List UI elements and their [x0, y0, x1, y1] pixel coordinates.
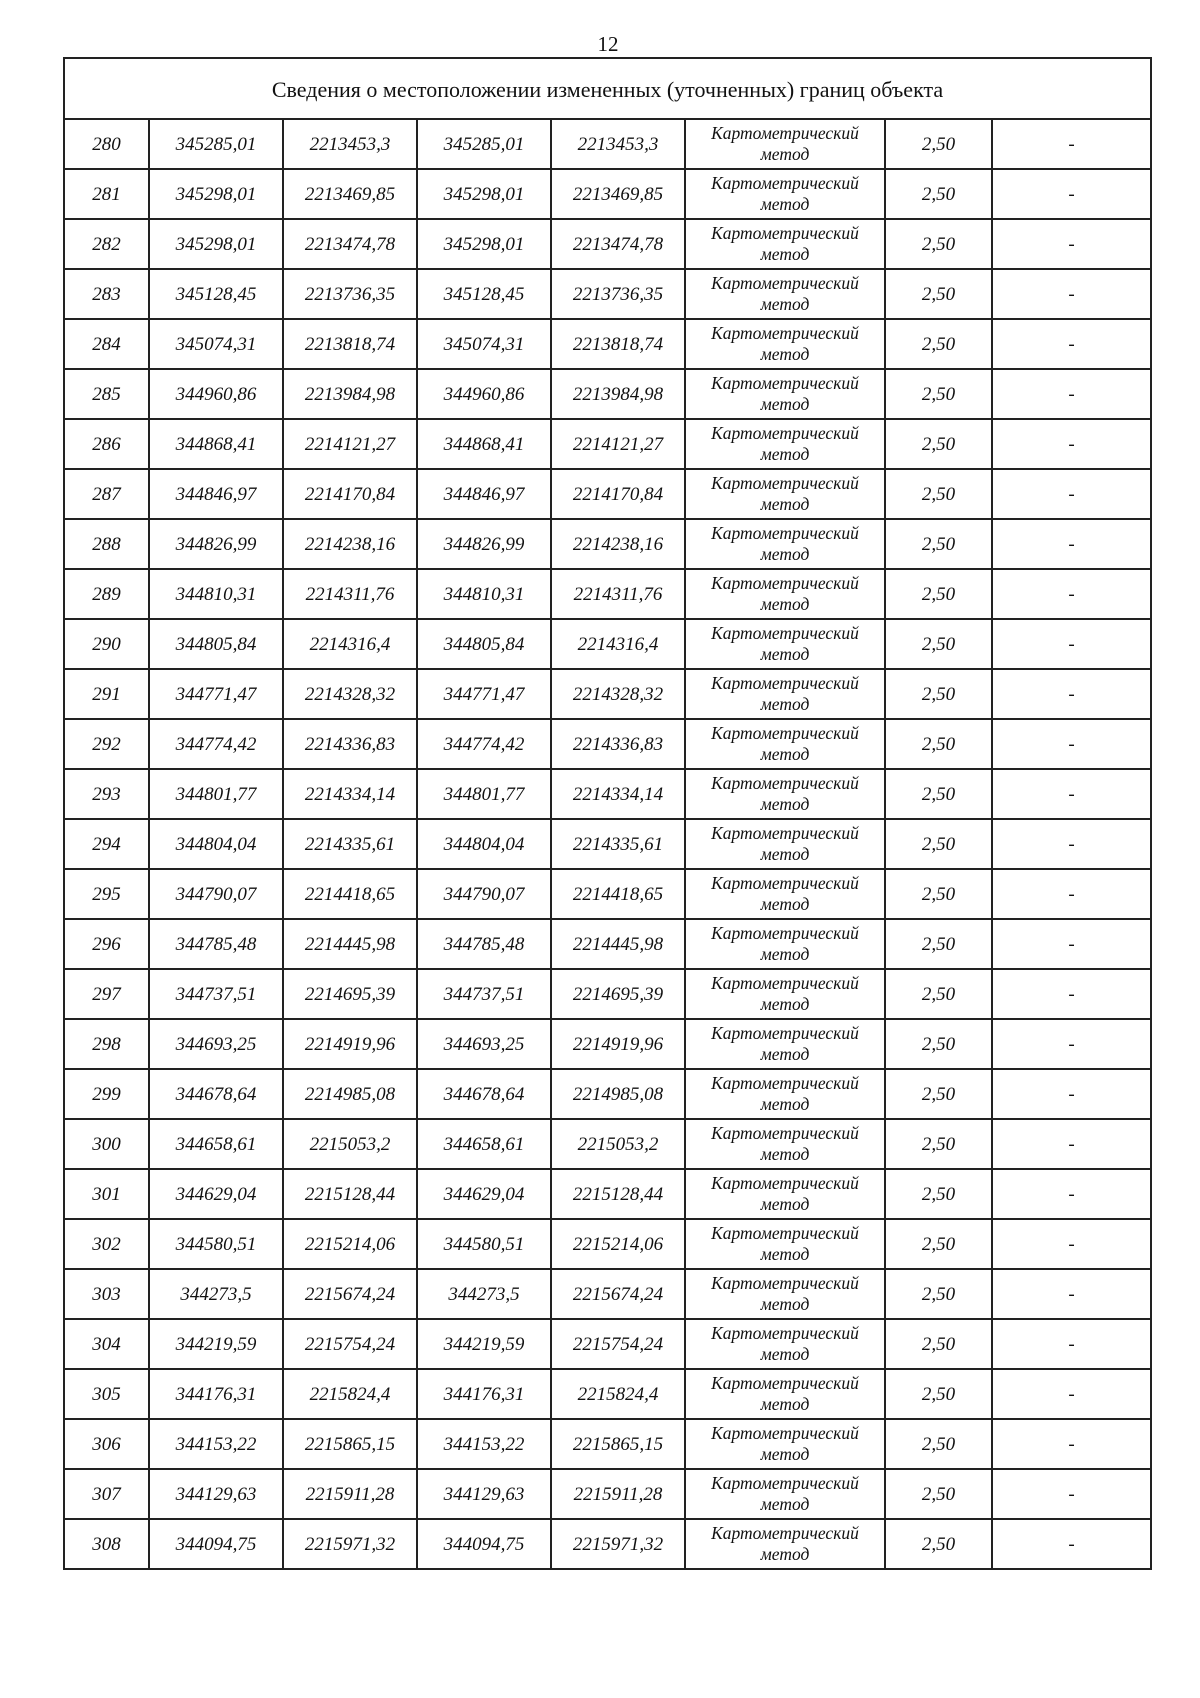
method-cell: Картометрический метод [685, 269, 885, 319]
refined-x-cell: 344960,86 [417, 369, 551, 419]
accuracy-cell: 2,50 [885, 419, 992, 469]
note-cell: - [992, 1019, 1151, 1069]
refined-x-cell: 344790,07 [417, 869, 551, 919]
existing-x-cell: 344129,63 [149, 1469, 283, 1519]
refined-y-cell: 2213984,98 [551, 369, 685, 419]
existing-x-cell: 344658,61 [149, 1119, 283, 1169]
table-row [64, 269, 1151, 319]
point-number-cell: 281 [64, 169, 149, 219]
existing-x-cell: 344176,31 [149, 1369, 283, 1419]
method-cell: Картометрический метод [685, 869, 885, 919]
method-cell: Картометрический метод [685, 969, 885, 1019]
table-row [64, 1319, 1151, 1369]
existing-x-cell: 344693,25 [149, 1019, 283, 1069]
point-number-cell: 284 [64, 319, 149, 369]
method-cell: Картометрический метод [685, 419, 885, 469]
existing-x-cell: 344153,22 [149, 1419, 283, 1469]
table-title: Сведения о местоположении измененных (уточненных) границ объекта [64, 58, 1151, 119]
table-row [64, 469, 1151, 519]
point-number-cell: 296 [64, 919, 149, 969]
refined-x-cell: 344846,97 [417, 469, 551, 519]
accuracy-cell: 2,50 [885, 1469, 992, 1519]
refined-y-cell: 2214121,27 [551, 419, 685, 469]
accuracy-cell: 2,50 [885, 1069, 992, 1119]
method-cell: Картометрический метод [685, 119, 885, 169]
method-cell: Картометрический метод [685, 369, 885, 419]
refined-x-cell: 344826,99 [417, 519, 551, 569]
existing-y-cell: 2214919,96 [283, 1019, 417, 1069]
method-cell: Картометрический метод [685, 919, 885, 969]
existing-y-cell: 2215971,32 [283, 1519, 417, 1569]
refined-x-cell: 344153,22 [417, 1419, 551, 1469]
existing-x-cell: 344219,59 [149, 1319, 283, 1369]
existing-y-cell: 2214695,39 [283, 969, 417, 1019]
method-cell: Картометрический метод [685, 1069, 885, 1119]
refined-y-cell: 2214335,61 [551, 819, 685, 869]
table-row [64, 319, 1151, 369]
table-row [64, 1219, 1151, 1269]
accuracy-cell: 2,50 [885, 869, 992, 919]
point-number-cell: 288 [64, 519, 149, 569]
note-cell: - [992, 1219, 1151, 1269]
note-cell: - [992, 969, 1151, 1019]
refined-x-cell: 344094,75 [417, 1519, 551, 1569]
table-row [64, 1069, 1151, 1119]
note-cell: - [992, 1469, 1151, 1519]
refined-y-cell: 2215824,4 [551, 1369, 685, 1419]
refined-x-cell: 344804,04 [417, 819, 551, 869]
table-row [64, 769, 1151, 819]
refined-y-cell: 2214985,08 [551, 1069, 685, 1119]
point-number-cell: 303 [64, 1269, 149, 1319]
table-row [64, 1419, 1151, 1469]
table-row [64, 969, 1151, 1019]
note-cell: - [992, 1069, 1151, 1119]
existing-x-cell: 344678,64 [149, 1069, 283, 1119]
existing-y-cell: 2214418,65 [283, 869, 417, 919]
method-cell: Картометрический метод [685, 469, 885, 519]
point-number-cell: 298 [64, 1019, 149, 1069]
existing-x-cell: 344771,47 [149, 669, 283, 719]
refined-x-cell: 344176,31 [417, 1369, 551, 1419]
note-cell: - [992, 569, 1151, 619]
note-cell: - [992, 219, 1151, 269]
refined-x-cell: 344129,63 [417, 1469, 551, 1519]
refined-x-cell: 344629,04 [417, 1169, 551, 1219]
existing-y-cell: 2213984,98 [283, 369, 417, 419]
refined-y-cell: 2213453,3 [551, 119, 685, 169]
note-cell: - [992, 719, 1151, 769]
existing-y-cell: 2214170,84 [283, 469, 417, 519]
accuracy-cell: 2,50 [885, 819, 992, 869]
point-number-cell: 280 [64, 119, 149, 169]
accuracy-cell: 2,50 [885, 1219, 992, 1269]
note-cell: - [992, 919, 1151, 969]
table-row [64, 619, 1151, 669]
point-number-cell: 306 [64, 1419, 149, 1469]
refined-y-cell: 2215053,2 [551, 1119, 685, 1169]
refined-y-cell: 2214316,4 [551, 619, 685, 669]
method-cell: Картометрический метод [685, 219, 885, 269]
accuracy-cell: 2,50 [885, 619, 992, 669]
existing-x-cell: 344774,42 [149, 719, 283, 769]
existing-x-cell: 344810,31 [149, 569, 283, 619]
point-number-cell: 308 [64, 1519, 149, 1569]
accuracy-cell: 2,50 [885, 119, 992, 169]
method-cell: Картометрический метод [685, 1019, 885, 1069]
accuracy-cell: 2,50 [885, 1519, 992, 1569]
accuracy-cell: 2,50 [885, 1019, 992, 1069]
refined-y-cell: 2214328,32 [551, 669, 685, 719]
point-number-cell: 297 [64, 969, 149, 1019]
refined-x-cell: 344737,51 [417, 969, 551, 1019]
accuracy-cell: 2,50 [885, 369, 992, 419]
existing-x-cell: 344790,07 [149, 869, 283, 919]
existing-x-cell: 344785,48 [149, 919, 283, 969]
existing-y-cell: 2215674,24 [283, 1269, 417, 1319]
point-number-cell: 289 [64, 569, 149, 619]
refined-x-cell: 345128,45 [417, 269, 551, 319]
refined-y-cell: 2214445,98 [551, 919, 685, 969]
accuracy-cell: 2,50 [885, 1369, 992, 1419]
accuracy-cell: 2,50 [885, 669, 992, 719]
table-row [64, 1519, 1151, 1569]
table-row [64, 1019, 1151, 1069]
refined-y-cell: 2214919,96 [551, 1019, 685, 1069]
refined-y-cell: 2213469,85 [551, 169, 685, 219]
accuracy-cell: 2,50 [885, 319, 992, 369]
table-row [64, 119, 1151, 169]
table-row [64, 819, 1151, 869]
refined-x-cell: 344771,47 [417, 669, 551, 719]
existing-x-cell: 344868,41 [149, 419, 283, 469]
refined-y-cell: 2215128,44 [551, 1169, 685, 1219]
refined-y-cell: 2215214,06 [551, 1219, 685, 1269]
refined-x-cell: 344801,77 [417, 769, 551, 819]
method-cell: Картометрический метод [685, 669, 885, 719]
table-row [64, 919, 1151, 969]
note-cell: - [992, 619, 1151, 669]
existing-y-cell: 2213453,3 [283, 119, 417, 169]
accuracy-cell: 2,50 [885, 969, 992, 1019]
accuracy-cell: 2,50 [885, 919, 992, 969]
refined-y-cell: 2214336,83 [551, 719, 685, 769]
existing-x-cell: 344826,99 [149, 519, 283, 569]
point-number-cell: 295 [64, 869, 149, 919]
note-cell: - [992, 1369, 1151, 1419]
note-cell: - [992, 1169, 1151, 1219]
refined-x-cell: 345285,01 [417, 119, 551, 169]
method-cell: Картометрический метод [685, 169, 885, 219]
existing-x-cell: 345298,01 [149, 169, 283, 219]
accuracy-cell: 2,50 [885, 1419, 992, 1469]
table-row [64, 719, 1151, 769]
note-cell: - [992, 1319, 1151, 1369]
existing-y-cell: 2214985,08 [283, 1069, 417, 1119]
method-cell: Картометрический метод [685, 569, 885, 619]
note-cell: - [992, 469, 1151, 519]
existing-y-cell: 2214328,32 [283, 669, 417, 719]
method-cell: Картометрический метод [685, 519, 885, 569]
refined-x-cell: 344805,84 [417, 619, 551, 669]
refined-y-cell: 2215911,28 [551, 1469, 685, 1519]
refined-x-cell: 345298,01 [417, 169, 551, 219]
refined-x-cell: 344273,5 [417, 1269, 551, 1319]
refined-x-cell: 344678,64 [417, 1069, 551, 1119]
method-cell: Картометрический метод [685, 1319, 885, 1369]
table-row [64, 1269, 1151, 1319]
existing-x-cell: 345074,31 [149, 319, 283, 369]
refined-x-cell: 344693,25 [417, 1019, 551, 1069]
existing-y-cell: 2215053,2 [283, 1119, 417, 1169]
refined-x-cell: 344785,48 [417, 919, 551, 969]
refined-y-cell: 2215971,32 [551, 1519, 685, 1569]
existing-x-cell: 345285,01 [149, 119, 283, 169]
existing-y-cell: 2213818,74 [283, 319, 417, 369]
point-number-cell: 287 [64, 469, 149, 519]
table-row [64, 369, 1151, 419]
point-number-cell: 285 [64, 369, 149, 419]
note-cell: - [992, 369, 1151, 419]
refined-y-cell: 2215674,24 [551, 1269, 685, 1319]
note-cell: - [992, 519, 1151, 569]
point-number-cell: 302 [64, 1219, 149, 1269]
accuracy-cell: 2,50 [885, 519, 992, 569]
accuracy-cell: 2,50 [885, 269, 992, 319]
method-cell: Картометрический метод [685, 1519, 885, 1569]
existing-x-cell: 344846,97 [149, 469, 283, 519]
refined-x-cell: 344219,59 [417, 1319, 551, 1369]
existing-y-cell: 2213469,85 [283, 169, 417, 219]
refined-y-cell: 2214170,84 [551, 469, 685, 519]
method-cell: Картометрический метод [685, 1269, 885, 1319]
note-cell: - [992, 819, 1151, 869]
method-cell: Картометрический метод [685, 719, 885, 769]
existing-x-cell: 344960,86 [149, 369, 283, 419]
existing-y-cell: 2215128,44 [283, 1169, 417, 1219]
note-cell: - [992, 769, 1151, 819]
refined-x-cell: 344868,41 [417, 419, 551, 469]
refined-x-cell: 344658,61 [417, 1119, 551, 1169]
point-number-cell: 293 [64, 769, 149, 819]
accuracy-cell: 2,50 [885, 1319, 992, 1369]
note-cell: - [992, 119, 1151, 169]
existing-y-cell: 2215824,4 [283, 1369, 417, 1419]
point-number-cell: 304 [64, 1319, 149, 1369]
refined-y-cell: 2215865,15 [551, 1419, 685, 1469]
method-cell: Картометрический метод [685, 619, 885, 669]
point-number-cell: 286 [64, 419, 149, 469]
point-number-cell: 299 [64, 1069, 149, 1119]
point-number-cell: 291 [64, 669, 149, 719]
note-cell: - [992, 669, 1151, 719]
existing-x-cell: 344629,04 [149, 1169, 283, 1219]
accuracy-cell: 2,50 [885, 469, 992, 519]
table-row [64, 419, 1151, 469]
table-title-row [64, 58, 1151, 119]
point-number-cell: 301 [64, 1169, 149, 1219]
point-number-cell: 283 [64, 269, 149, 319]
note-cell: - [992, 169, 1151, 219]
table-row [64, 1469, 1151, 1519]
accuracy-cell: 2,50 [885, 569, 992, 619]
table-row [64, 869, 1151, 919]
existing-x-cell: 344737,51 [149, 969, 283, 1019]
existing-y-cell: 2214336,83 [283, 719, 417, 769]
method-cell: Картометрический метод [685, 1169, 885, 1219]
existing-y-cell: 2214445,98 [283, 919, 417, 969]
table-body [64, 58, 1151, 1569]
accuracy-cell: 2,50 [885, 1169, 992, 1219]
existing-x-cell: 345128,45 [149, 269, 283, 319]
note-cell: - [992, 319, 1151, 369]
table-row [64, 1119, 1151, 1169]
method-cell: Картометрический метод [685, 319, 885, 369]
existing-y-cell: 2215865,15 [283, 1419, 417, 1469]
method-cell: Картометрический метод [685, 1219, 885, 1269]
page-number: 12 [597, 32, 619, 56]
refined-x-cell: 344580,51 [417, 1219, 551, 1269]
existing-x-cell: 344805,84 [149, 619, 283, 669]
existing-y-cell: 2214121,27 [283, 419, 417, 469]
method-cell: Картометрический метод [685, 769, 885, 819]
accuracy-cell: 2,50 [885, 219, 992, 269]
note-cell: - [992, 269, 1151, 319]
accuracy-cell: 2,50 [885, 169, 992, 219]
refined-y-cell: 2214418,65 [551, 869, 685, 919]
table-row [64, 519, 1151, 569]
existing-y-cell: 2214334,14 [283, 769, 417, 819]
note-cell: - [992, 1519, 1151, 1569]
existing-x-cell: 345298,01 [149, 219, 283, 269]
refined-x-cell: 344810,31 [417, 569, 551, 619]
accuracy-cell: 2,50 [885, 719, 992, 769]
existing-y-cell: 2214238,16 [283, 519, 417, 569]
refined-y-cell: 2214334,14 [551, 769, 685, 819]
point-number-cell: 300 [64, 1119, 149, 1169]
refined-y-cell: 2215754,24 [551, 1319, 685, 1369]
boundary-coordinates-table [63, 57, 1152, 1570]
refined-y-cell: 2214311,76 [551, 569, 685, 619]
point-number-cell: 305 [64, 1369, 149, 1419]
method-cell: Картометрический метод [685, 1369, 885, 1419]
point-number-cell: 307 [64, 1469, 149, 1519]
point-number-cell: 292 [64, 719, 149, 769]
point-number-cell: 290 [64, 619, 149, 669]
table-row [64, 169, 1151, 219]
refined-y-cell: 2213474,78 [551, 219, 685, 269]
existing-y-cell: 2213736,35 [283, 269, 417, 319]
table-row [64, 569, 1151, 619]
table-row [64, 219, 1151, 269]
accuracy-cell: 2,50 [885, 1269, 992, 1319]
existing-y-cell: 2213474,78 [283, 219, 417, 269]
method-cell: Картометрический метод [685, 1119, 885, 1169]
existing-x-cell: 344580,51 [149, 1219, 283, 1269]
note-cell: - [992, 1119, 1151, 1169]
accuracy-cell: 2,50 [885, 769, 992, 819]
existing-y-cell: 2215214,06 [283, 1219, 417, 1269]
refined-x-cell: 345298,01 [417, 219, 551, 269]
refined-x-cell: 344774,42 [417, 719, 551, 769]
refined-y-cell: 2213818,74 [551, 319, 685, 369]
existing-x-cell: 344273,5 [149, 1269, 283, 1319]
method-cell: Картометрический метод [685, 1419, 885, 1469]
existing-y-cell: 2215911,28 [283, 1469, 417, 1519]
refined-x-cell: 345074,31 [417, 319, 551, 369]
refined-y-cell: 2214238,16 [551, 519, 685, 569]
refined-y-cell: 2214695,39 [551, 969, 685, 1019]
table-row [64, 1169, 1151, 1219]
existing-y-cell: 2215754,24 [283, 1319, 417, 1369]
refined-y-cell: 2213736,35 [551, 269, 685, 319]
existing-y-cell: 2214335,61 [283, 819, 417, 869]
existing-x-cell: 344801,77 [149, 769, 283, 819]
table-row [64, 669, 1151, 719]
point-number-cell: 294 [64, 819, 149, 869]
existing-x-cell: 344804,04 [149, 819, 283, 869]
method-cell: Картометрический метод [685, 1469, 885, 1519]
note-cell: - [992, 1269, 1151, 1319]
accuracy-cell: 2,50 [885, 1119, 992, 1169]
note-cell: - [992, 419, 1151, 469]
note-cell: - [992, 869, 1151, 919]
note-cell: - [992, 1419, 1151, 1469]
existing-y-cell: 2214311,76 [283, 569, 417, 619]
existing-x-cell: 344094,75 [149, 1519, 283, 1569]
table-row [64, 1369, 1151, 1419]
point-number-cell: 282 [64, 219, 149, 269]
existing-y-cell: 2214316,4 [283, 619, 417, 669]
method-cell: Картометрический метод [685, 819, 885, 869]
